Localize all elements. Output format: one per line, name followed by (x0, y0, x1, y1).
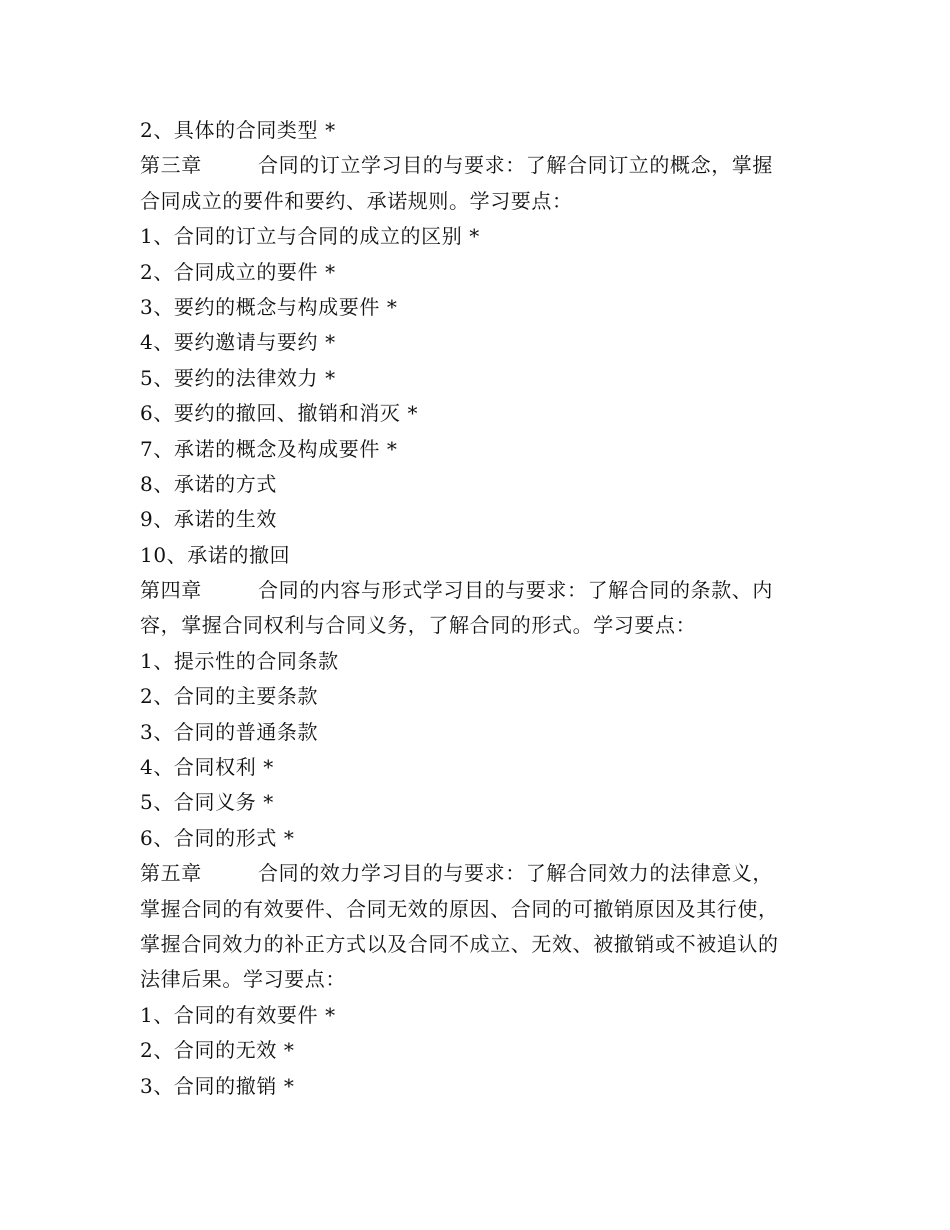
line-text: 5、合同义务 * (140, 790, 274, 815)
text-line (140, 962, 820, 997)
line-text: 7、承诺的概念及构成要件 * (140, 436, 398, 461)
list-item (140, 396, 820, 431)
list-item (140, 538, 820, 573)
line-text: 2、合同的主要条款 (140, 684, 319, 709)
text-line (140, 184, 820, 219)
list-item (140, 361, 820, 396)
line-text: 掌握合同的有效要件、合同无效的原因、合同的可撤销原因及其行使， (140, 896, 779, 921)
list-item (140, 998, 820, 1033)
text-line (140, 892, 820, 927)
line-text: 合同的订立学习目的与要求：了解合同订立的概念，掌握 (258, 153, 773, 178)
list-item (140, 750, 820, 785)
list-item (140, 715, 820, 750)
line-text: 9、承诺的生效 (140, 507, 277, 532)
list-item (140, 785, 820, 820)
list-item (140, 644, 820, 679)
line-text: 3、合同的普通条款 (140, 719, 319, 744)
line-text: 1、合同的订立与合同的成立的区别 * (140, 224, 480, 249)
list-item (140, 1033, 820, 1068)
line-text: 1、提示性的合同条款 (140, 648, 339, 673)
chapter-number: 第三章 (140, 153, 202, 178)
line-text: 法律后果。学习要点： (140, 967, 346, 992)
line-text: 6、合同的形式 * (140, 825, 295, 850)
text-line (140, 927, 820, 962)
list-item (140, 432, 820, 467)
line-text: 2、具体的合同类型 * (140, 118, 336, 142)
line-text: 合同的效力学习目的与要求：了解合同效力的法律意义， (258, 861, 773, 886)
line-text: 10、承诺的撤回 (140, 542, 291, 567)
list-item (140, 325, 820, 360)
line-text: 2、合同成立的要件 * (140, 259, 336, 284)
line-text: 4、要约邀请与要约 * (140, 330, 336, 355)
chapter-heading-line (140, 856, 820, 891)
line-text: 合同的内容与形式学习目的与要求：了解合同的条款、内 (258, 578, 773, 603)
list-item (140, 679, 820, 714)
line-text: 合同成立的要件和要约、承诺规则。学习要点： (140, 188, 573, 213)
line-text: 3、合同的撤销 * (140, 1073, 295, 1098)
line-text: 容，掌握合同权利与合同义务，了解合同的形式。学习要点： (140, 613, 697, 638)
line-text: 1、合同的有效要件 * (140, 1002, 336, 1027)
line-text: 4、合同权利 * (140, 755, 274, 780)
line-text: 2、合同的无效 * (140, 1038, 295, 1063)
list-item (140, 821, 820, 856)
text-line (140, 113, 820, 148)
text-line (140, 608, 820, 643)
chapter-number: 第四章 (140, 578, 202, 603)
list-item (140, 1069, 820, 1104)
list-item (140, 467, 820, 502)
list-item (140, 219, 820, 254)
chapter-heading-line (140, 573, 820, 608)
chapter-number: 第五章 (140, 861, 202, 886)
line-text: 5、要约的法律效力 * (140, 365, 336, 390)
line-text: 8、承诺的方式 (140, 471, 277, 496)
line-text: 6、要约的撤回、撤销和消灭 * (140, 401, 419, 426)
list-item (140, 502, 820, 537)
line-text: 3、要约的概念与构成要件 * (140, 294, 398, 319)
line-text: 掌握合同效力的补正方式以及合同不成立、无效、被撤销或不被追认的 (140, 931, 779, 956)
document-body (140, 113, 820, 1104)
chapter-heading-line (140, 148, 820, 183)
list-item (140, 255, 820, 290)
list-item (140, 290, 820, 325)
